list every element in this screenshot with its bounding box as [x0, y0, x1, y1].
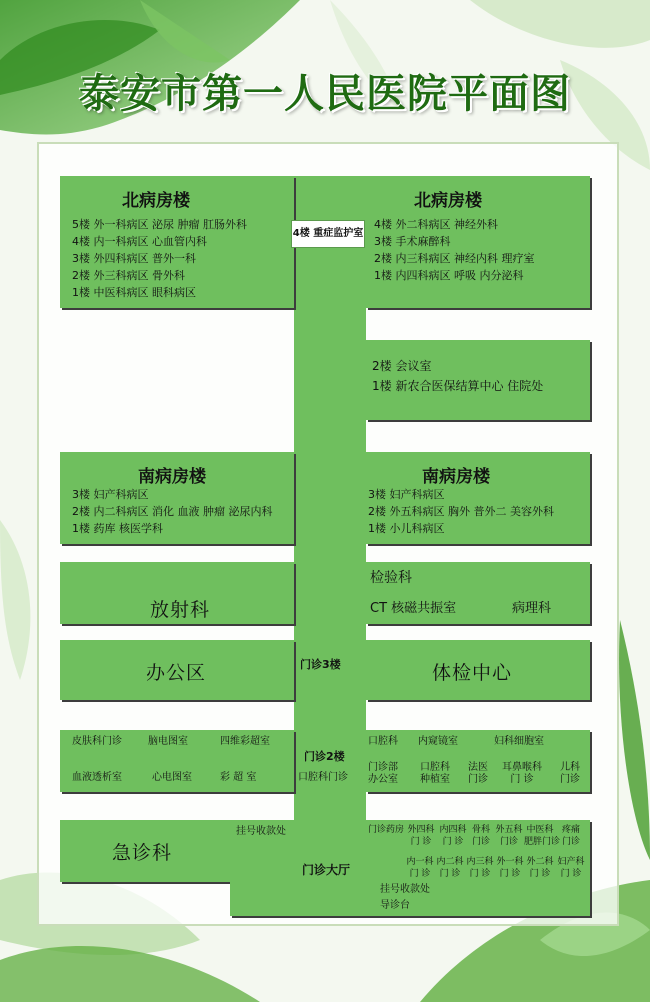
map-title: 泰安市第一人民医院平面图 — [79, 71, 571, 117]
checkup-label: 体检中心 — [432, 662, 513, 684]
outpatient-2f-left[interactable] — [60, 730, 294, 792]
clinic-row2-0-a: 内一科 — [406, 857, 434, 867]
clinic-row1-1-b: 门 诊 — [410, 837, 432, 847]
clinic-row2-1-b: 门 诊 — [439, 869, 461, 879]
south-right-floor-3: 3楼 妇产科病区 — [368, 488, 445, 501]
clinic-row1-2-b: 门 诊 — [442, 837, 464, 847]
clinic-row1-2-a: 内四科 — [439, 825, 467, 835]
op-office-b: 办公室 — [368, 774, 398, 785]
clinic-row1-4-b: 门诊 — [499, 837, 518, 847]
emergency-label: 急诊科 — [112, 842, 173, 864]
north-right-heading: 北病房楼 — [414, 191, 482, 211]
icu-label[interactable]: 4楼 重症监护室 — [291, 220, 365, 248]
clinic-row2-1-a: 内二科 — [436, 857, 464, 867]
pathology-label: 病理科 — [512, 601, 552, 616]
clinic-row2-0-b: 门 诊 — [409, 869, 431, 879]
south-building-left[interactable] — [60, 452, 294, 544]
north-building-left[interactable] — [60, 176, 294, 308]
implant-room-b: 种植室 — [420, 774, 450, 785]
office-label: 办公区 — [146, 662, 207, 684]
north-right-floor-3: 3楼 手术麻醉科 — [374, 235, 451, 248]
ent-clinic-b: 门 诊 — [510, 774, 534, 785]
lab-title: 检验科 — [370, 570, 412, 586]
clinic-row1-3-a: 骨科 — [471, 825, 490, 835]
admin-building[interactable] — [366, 340, 590, 420]
endoscopy-room: 内窥镜室 — [418, 736, 458, 747]
outpatient-2f-label: 门诊2楼 — [304, 750, 345, 763]
ecg-room: 心电图室 — [152, 772, 192, 783]
clinic-row-2 — [406, 856, 590, 882]
clinic-row1-4-a: 外五科 — [495, 825, 523, 835]
clinic-row2-4-a: 外二科 — [526, 857, 554, 867]
pediatric-clinic-b: 门诊 — [560, 774, 580, 785]
implant-room-a: 口腔科 — [420, 762, 450, 773]
eeg-room: 脑电图室 — [148, 736, 188, 747]
radiology-block[interactable] — [60, 562, 294, 624]
dental-dept: 口腔科 — [368, 736, 398, 747]
south-right-heading: 南病房楼 — [422, 467, 490, 487]
pediatric-clinic-a: 儿科 — [560, 762, 580, 773]
north-right-floor-1: 1楼 内四科病区 呼吸 内分泌科 — [374, 269, 524, 282]
registration-desk-1-text: 挂号收款处 — [236, 826, 286, 837]
clinic-row1-5-a: 中医科 — [526, 825, 554, 835]
dermatology-clinic: 皮肤科门诊 — [72, 736, 122, 747]
clinic-row2-2-b: 门 诊 — [469, 869, 491, 879]
north-left-floor-3: 3楼 外四科病区 普外一科 — [72, 252, 196, 265]
outpatient-3f-label: 门诊3楼 — [300, 658, 341, 671]
north-building-right[interactable] — [366, 176, 590, 308]
north-left-floor-5: 5楼 外一科病区 泌尿 肿瘤 肛肠外科 — [72, 218, 247, 231]
clinic-row-1 — [366, 824, 590, 850]
south-left-floor-3: 3楼 妇产科病区 — [72, 488, 149, 501]
lab-block[interactable] — [366, 562, 590, 624]
clinic-row1-5-b: 肥胖门诊 — [524, 837, 561, 847]
south-left-floor-2: 2楼 内二科病区 消化 血液 肿瘤 泌尿内科 — [72, 505, 273, 518]
north-left-floor-4: 4楼 内一科病区 心血管内科 — [72, 235, 207, 248]
admin-floor-2: 2楼 会议室 — [372, 359, 432, 373]
south-left-heading: 南病房楼 — [138, 467, 206, 487]
4d-ultrasound-room: 四维彩超室 — [220, 736, 270, 747]
clinic-row2-4-b: 门 诊 — [529, 869, 551, 879]
north-left-floor-2: 2楼 外三科病区 骨外科 — [72, 269, 185, 282]
south-right-floor-2: 2楼 外五科病区 胸外 普外二 美容外科 — [368, 505, 554, 518]
gyn-cytology-room: 妇科细胞室 — [494, 736, 544, 747]
office-block[interactable] — [60, 640, 294, 700]
ultrasound-room: 彩 超 室 — [220, 772, 257, 783]
clinic-row1-6-b: 门诊 — [561, 837, 580, 847]
dental-clinic-label: 口腔科门诊 — [298, 772, 348, 783]
outpatient-2f-right[interactable] — [366, 730, 590, 792]
clinic-row2-5-b: 门 诊 — [560, 869, 582, 879]
ct-mri-label: CT 核磁共振室 — [370, 601, 457, 616]
hall-label: 门诊大厅 — [302, 863, 351, 877]
forensic-clinic-b: 门诊 — [468, 774, 488, 785]
guide-desk: 导诊台 — [380, 900, 410, 911]
ent-clinic-a: 耳鼻喉科 — [502, 762, 542, 773]
north-left-floor-1: 1楼 中医科病区 眼科病区 — [72, 286, 196, 299]
admin-floor-1: 1楼 新农合医保结算中心 住院处 — [372, 379, 544, 393]
clinic-row1-1-a: 外四科 — [407, 825, 435, 835]
op-office-a: 门诊部 — [368, 762, 398, 773]
south-right-floor-1: 1楼 小儿科病区 — [368, 522, 445, 535]
clinic-row2-3-b: 门 诊 — [499, 869, 521, 879]
north-right-floor-4: 4楼 外二科病区 神经外科 — [374, 218, 498, 231]
clinic-row1-6-a: 疼痛 — [561, 825, 580, 835]
south-building-right[interactable] — [366, 452, 590, 544]
checkup-block[interactable] — [366, 640, 590, 700]
forensic-clinic-a: 法医 — [468, 762, 488, 773]
clinic-row2-3-a: 外一科 — [496, 857, 524, 867]
registration-desk-2: 挂号收款处 — [380, 884, 430, 895]
clinic-row2-2-a: 内三科 — [466, 857, 494, 867]
dialysis-room: 血液透析室 — [72, 772, 122, 783]
clinic-row1-0-a: 门诊药房 — [367, 825, 404, 835]
radiology-label: 放射科 — [150, 599, 211, 621]
north-right-floor-2: 2楼 内三科病区 神经内科 理疗室 — [374, 252, 535, 265]
clinic-row2-5-a: 妇产科 — [557, 857, 585, 867]
north-left-heading: 北病房楼 — [122, 191, 190, 211]
clinic-row1-3-b: 门诊 — [471, 837, 490, 847]
south-left-floor-1: 1楼 药库 核医学科 — [72, 522, 163, 535]
